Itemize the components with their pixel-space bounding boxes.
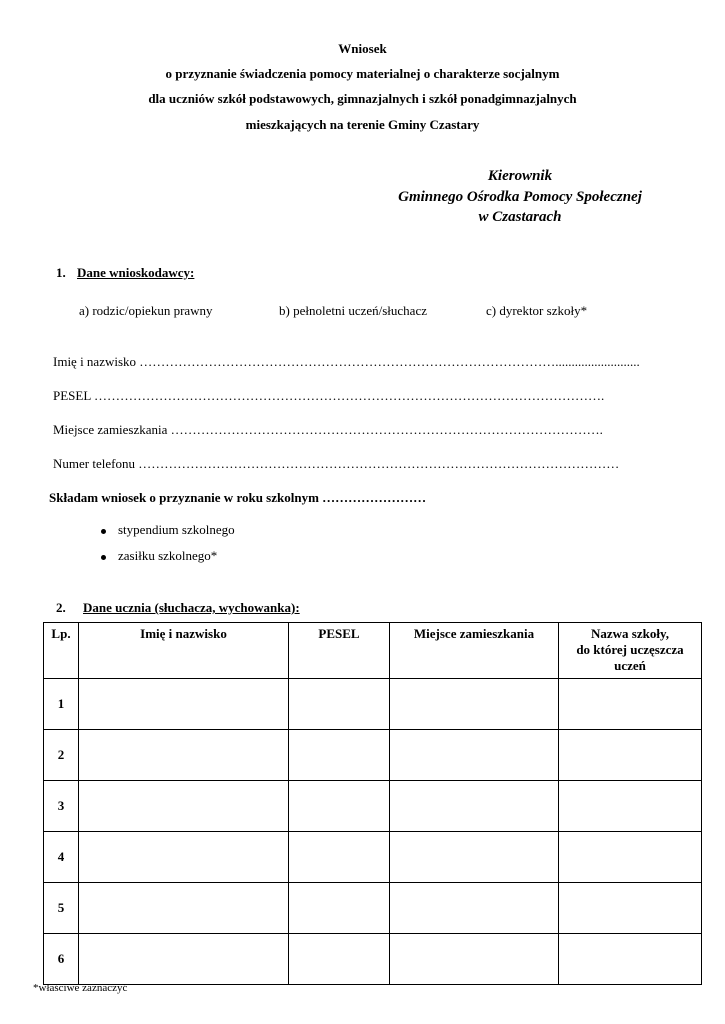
doc-subtitle-2: dla uczniów szkół podstawowych, gimnazjalnych i szkół ponadgimnazjalnych: [148, 91, 577, 106]
row-number: 4: [44, 832, 79, 883]
section2-number: 2.: [56, 600, 66, 615]
cell-name[interactable]: [79, 781, 289, 832]
header-school: [559, 623, 702, 679]
addressee-line-1: Kierownik: [487, 168, 553, 184]
cell-address[interactable]: [390, 934, 559, 985]
header-school-line-3: uczeń: [614, 658, 646, 673]
footnote: *właściwe zaznaczyć: [33, 982, 128, 994]
cell-school[interactable]: [559, 679, 702, 730]
cell-name[interactable]: [79, 679, 289, 730]
doc-subtitle-1: o przyznanie świadczenia pomocy materialnej o charakterze socjalnym: [165, 66, 560, 81]
addressee-line-2: Gminnego Ośrodka Pomocy Społecznej: [398, 189, 642, 205]
cell-school[interactable]: [559, 730, 702, 781]
bullet-scholarship[interactable]: [101, 522, 235, 538]
school-year-request[interactable]: Składam wniosek o przyznanie w roku szkolnym ……………………: [49, 490, 427, 505]
table-row: [44, 781, 702, 832]
option-parent[interactable]: a) rodzic/opiekun prawny: [79, 303, 213, 318]
bullet-allowance[interactable]: [101, 548, 217, 564]
cell-school[interactable]: [559, 781, 702, 832]
section1-title: Dane wnioskodawcy:: [77, 265, 195, 280]
doc-title: Wniosek: [338, 41, 387, 56]
table-row: [44, 934, 702, 985]
cell-school[interactable]: [559, 883, 702, 934]
option-school-director[interactable]: c) dyrektor szkoły*: [486, 303, 588, 318]
bullet-allowance-label: zasiłku szkolnego*: [118, 548, 218, 563]
row-number: 3: [44, 781, 79, 832]
field-address[interactable]: Miejsce zamieszkania ……………………………………………………………………………………….: [53, 422, 603, 437]
cell-pesel[interactable]: [289, 781, 390, 832]
section1-number: 1.: [56, 265, 66, 280]
header-name: Imię i nazwisko: [79, 623, 289, 679]
row-number: 1: [44, 679, 79, 730]
addressee-line-3: w Czastarach: [478, 209, 562, 225]
header-lp: Lp.: [44, 623, 79, 679]
row-number: 5: [44, 883, 79, 934]
row-number: 6: [44, 934, 79, 985]
cell-pesel[interactable]: [289, 730, 390, 781]
cell-name[interactable]: [79, 883, 289, 934]
table-row: [44, 679, 702, 730]
cell-pesel[interactable]: [289, 934, 390, 985]
field-phone[interactable]: Numer telefonu …………………………………………………………………………………………………: [53, 456, 620, 471]
cell-name[interactable]: [79, 730, 289, 781]
table-row: [44, 832, 702, 883]
header-school-line-1: Nazwa szkoły,: [591, 626, 669, 641]
option-adult-student[interactable]: b) pełnoletni uczeń/słuchacz: [279, 303, 427, 318]
row-number: 2: [44, 730, 79, 781]
cell-name[interactable]: [79, 934, 289, 985]
header-pesel: PESEL: [289, 623, 390, 679]
table-row: [44, 730, 702, 781]
cell-school[interactable]: [559, 832, 702, 883]
section2-title: Dane ucznia (słuchacza, wychowanka):: [83, 600, 300, 615]
header-school-line-2: do której uczęszcza: [576, 642, 684, 657]
cell-school[interactable]: [559, 934, 702, 985]
table-row: [44, 883, 702, 934]
cell-address[interactable]: [390, 679, 559, 730]
cell-name[interactable]: [79, 832, 289, 883]
cell-address[interactable]: [390, 781, 559, 832]
cell-address[interactable]: [390, 730, 559, 781]
bullet-icon: [101, 555, 106, 560]
bullet-icon: [101, 529, 106, 534]
cell-pesel[interactable]: [289, 679, 390, 730]
cell-address[interactable]: [390, 883, 559, 934]
students-table: [43, 622, 702, 985]
field-pesel[interactable]: PESEL ……………………………………………………………………………………………………….: [53, 388, 605, 403]
field-name[interactable]: Imię i nazwisko ……………………………………………………………………………………..........................: [53, 354, 640, 369]
cell-address[interactable]: [390, 832, 559, 883]
table-header-row: [44, 623, 702, 679]
header-address: Miejsce zamieszkania: [390, 623, 559, 679]
bullet-scholarship-label: stypendium szkolnego: [118, 522, 235, 537]
doc-subtitle-3: mieszkających na terenie Gminy Czastary: [245, 117, 480, 132]
cell-pesel[interactable]: [289, 883, 390, 934]
cell-pesel[interactable]: [289, 832, 390, 883]
